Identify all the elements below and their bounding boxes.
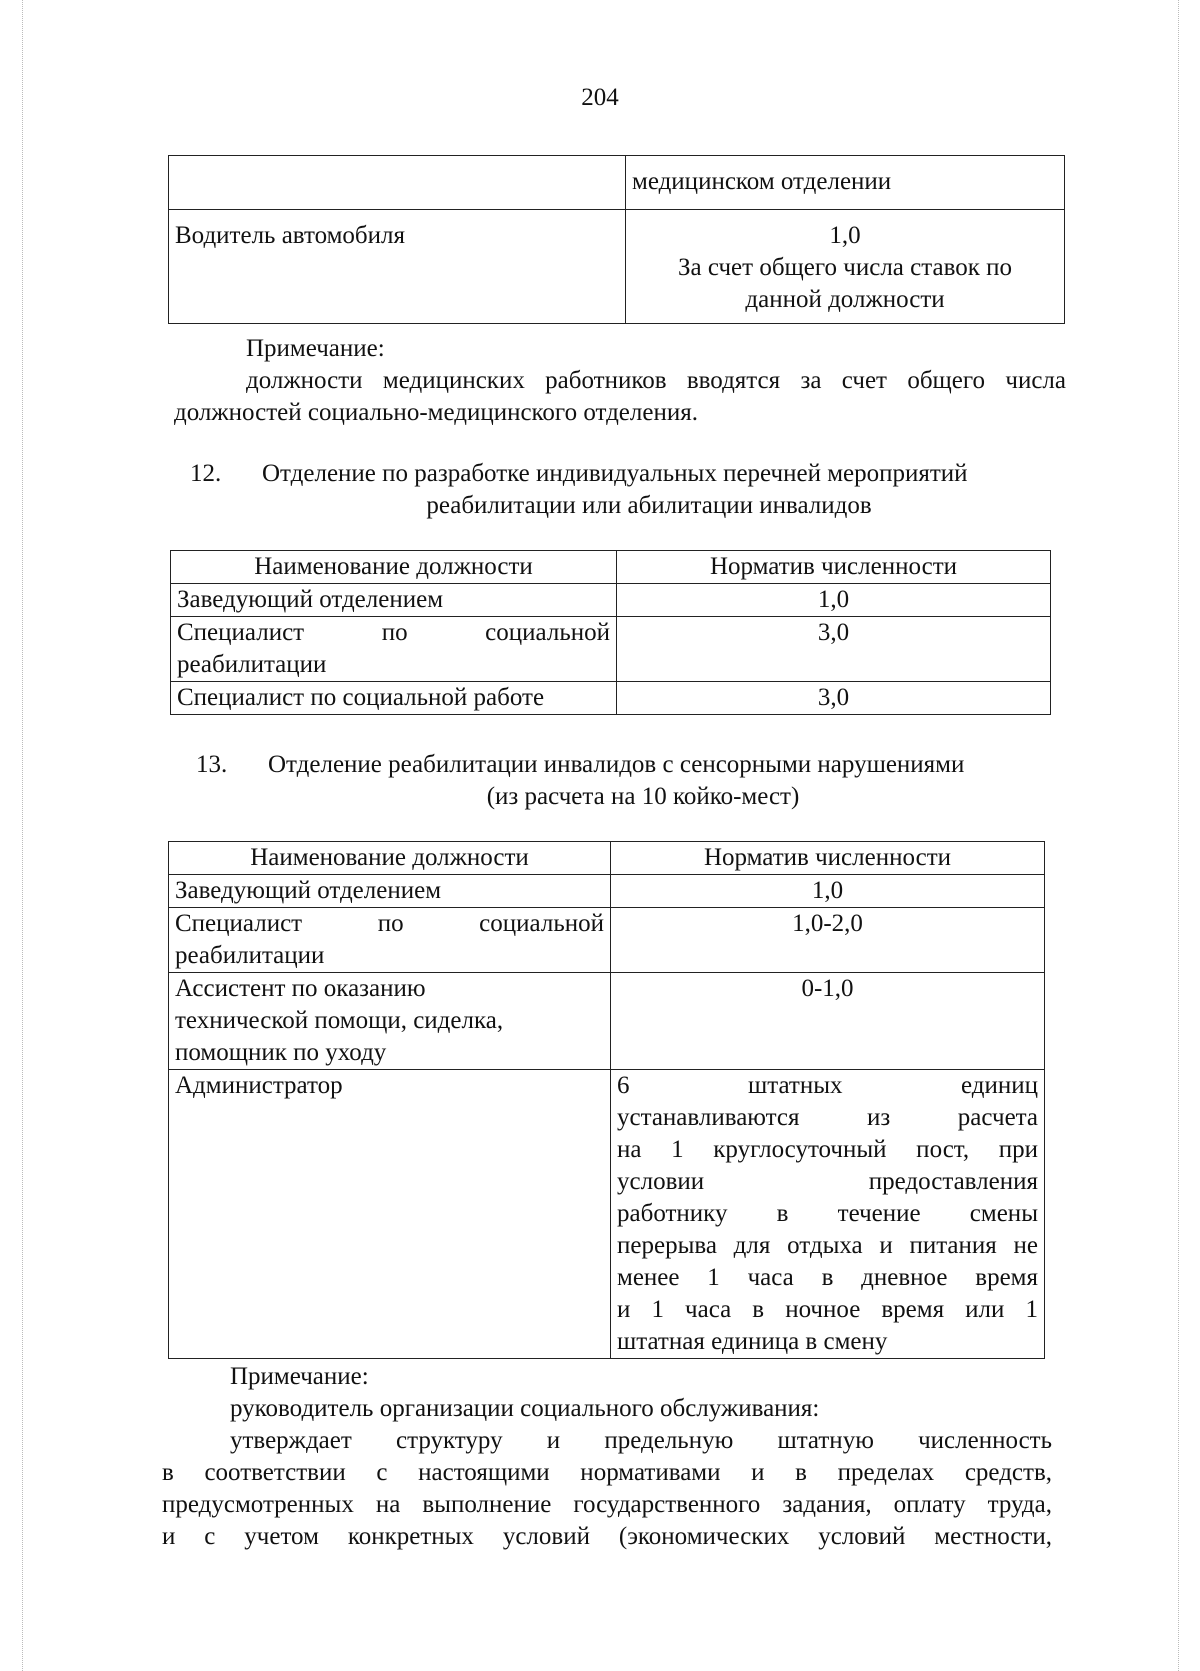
table-row [169, 875, 1045, 908]
note-1 [174, 333, 1066, 429]
note-text-line: предусмотренных на выполнение государственного задания, оплату труда, [162, 1491, 1052, 1518]
column-header: Норматив численности [617, 551, 1051, 584]
table-cell-name: Водитель автомобиля [169, 210, 626, 324]
table-cell-value [626, 156, 1065, 210]
section-number: 12. [190, 460, 222, 487]
note-text-line: должности медицинских работников вводятся за счет общего числа [246, 367, 1066, 394]
cell-line: Ассистент по оказанию [175, 975, 426, 1002]
table-cell-name: Администратор [169, 1070, 611, 1359]
scan-edge-left [22, 0, 24, 1671]
section-title-line [196, 749, 1076, 781]
table-row [169, 210, 1065, 324]
cell-line: реабилитации [175, 942, 325, 969]
cell-line: данной должности [745, 286, 945, 313]
section-title: Отделение по разработке индивидуальных перечней мероприятий [262, 460, 968, 487]
note-text-line: и с учетом конкретных условий (экономических условий местности, [162, 1523, 1052, 1550]
table-cell-value [611, 1070, 1045, 1359]
cell-line: менее 1 часа в дневное время [617, 1264, 1038, 1291]
table-cell-value: 3,0 [617, 617, 1051, 682]
table-cell-value: 3,0 [617, 682, 1051, 715]
table-cell-name: Специалист по социальной работе [171, 682, 617, 715]
cell-line: 6 штатных единиц [617, 1072, 1038, 1099]
section-13-heading [196, 749, 1076, 813]
note-text-line: в соответствии с настоящими нормативами и в пределах средств, [162, 1459, 1052, 1486]
table-cell-name [171, 617, 617, 682]
table-cell-value: 1,0-2,0 [611, 908, 1045, 973]
table-row [171, 617, 1051, 682]
section-title: Отделение реабилитации инвалидов с сенсорными нарушениями [268, 751, 965, 778]
cell-line: устанавливаются из расчета [617, 1104, 1038, 1131]
note-title: Примечание: [230, 1363, 369, 1390]
table-top [168, 155, 1065, 324]
cell-line: условии предоставления [617, 1168, 1038, 1195]
column-header: Норматив численности [611, 842, 1045, 875]
table-section-12 [170, 550, 1051, 715]
table-cell-name [169, 156, 626, 210]
table-cell-value [626, 210, 1065, 324]
section-title-line [190, 458, 1070, 490]
cell-line: Специалист по социальной [177, 619, 610, 646]
note-text-line: должностей социально-медицинского отделения. [174, 399, 698, 426]
column-header: Наименование должности [169, 842, 611, 875]
section-subtitle: реабилитации или абилитации инвалидов [426, 492, 872, 519]
table-cell-value: 0-1,0 [611, 973, 1045, 1070]
table-section-13 [168, 841, 1045, 1359]
cell-line: штатная единица в смену [617, 1328, 888, 1355]
cell-line: помощник по уходу [175, 1039, 387, 1066]
scan-edge-right [1178, 0, 1180, 1671]
section-number: 13. [196, 751, 228, 778]
table-cell-value: 1,0 [617, 584, 1051, 617]
table-row [169, 908, 1045, 973]
note-text-line: утверждает структуру и предельную штатную численность [230, 1427, 1052, 1454]
table-header-row [171, 551, 1051, 584]
cell-line: 1,0 [829, 222, 861, 249]
note-text-line: руководитель организации социального обслуживания: [230, 1395, 820, 1422]
note-title: Примечание: [246, 335, 385, 362]
cell-line: на 1 круглосуточный пост, при [617, 1136, 1038, 1163]
table-cell-name: Заведующий отделением [171, 584, 617, 617]
cell-line: Специалист по социальной [175, 910, 604, 937]
cell-line: реабилитации [177, 651, 327, 678]
table-row [171, 682, 1051, 715]
cell-line: работнику в течение смены [617, 1200, 1038, 1227]
table-row [171, 584, 1051, 617]
column-header: Наименование должности [171, 551, 617, 584]
section-12-heading [190, 458, 1070, 522]
cell-line: медицинском отделении [632, 168, 892, 195]
section-subtitle: (из расчета на 10 койко-мест) [486, 783, 800, 810]
cell-line: За счет общего числа ставок по [678, 254, 1012, 281]
table-cell-name [169, 973, 611, 1070]
note-2 [162, 1361, 1052, 1553]
page-number: 204 [581, 84, 619, 111]
cell-line: перерыва для отдыха и питания не [617, 1232, 1038, 1259]
table-row [169, 973, 1045, 1070]
table-cell-value: 1,0 [611, 875, 1045, 908]
table-header-row [169, 842, 1045, 875]
table-row [169, 1070, 1045, 1359]
table-row [169, 156, 1065, 210]
cell-line: и 1 часа в ночное время или 1 [617, 1296, 1038, 1323]
table-cell-name [169, 908, 611, 973]
table-cell-name: Заведующий отделением [169, 875, 611, 908]
cell-line: технической помощи, сиделка, [175, 1007, 504, 1034]
